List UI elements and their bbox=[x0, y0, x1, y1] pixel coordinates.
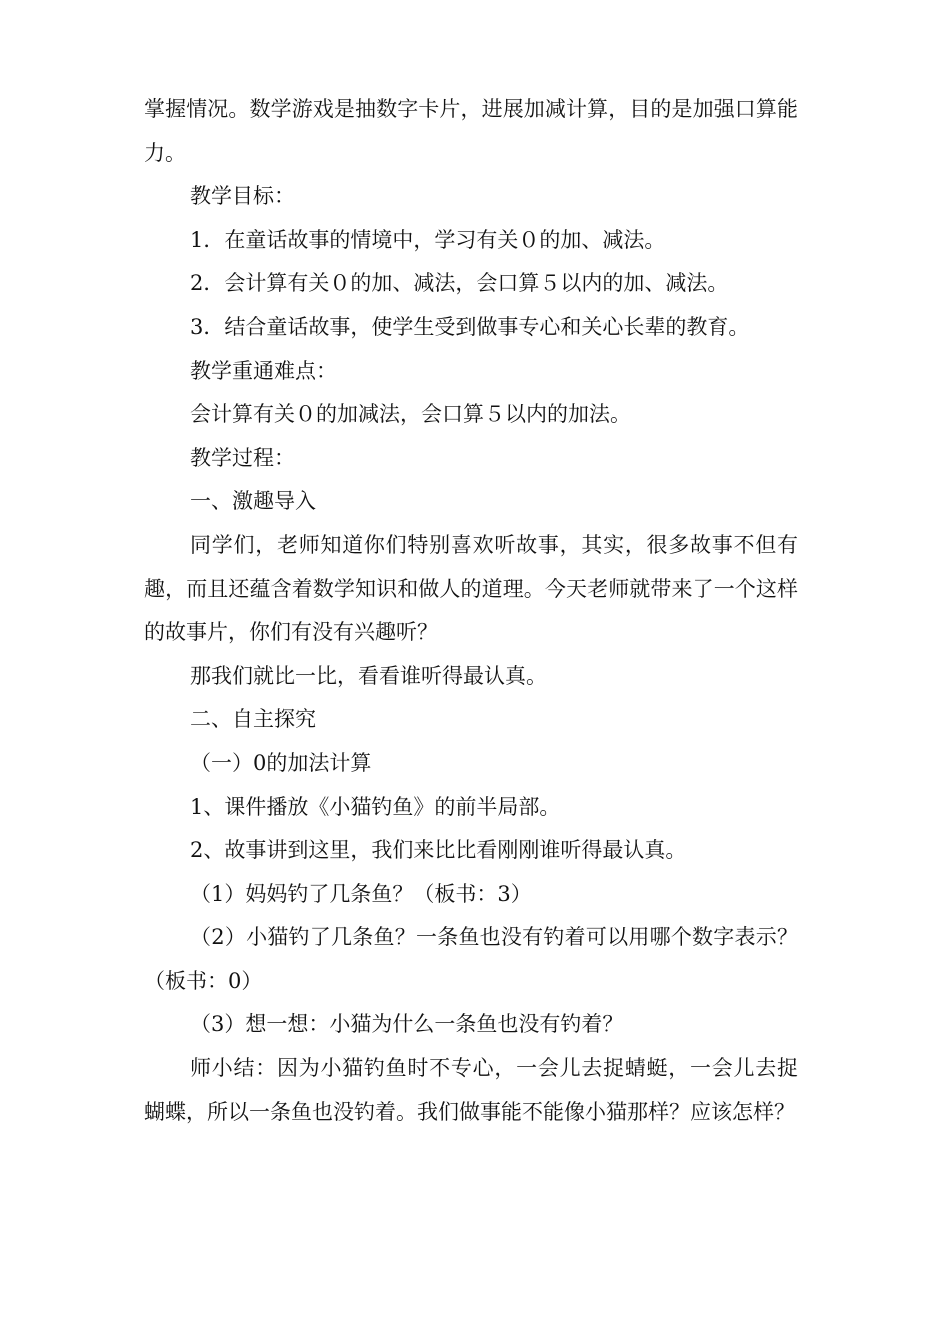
goal-item-3: 3．结合童话故事，使学生受到做事专心和关心长辈的教育。 bbox=[190, 314, 750, 339]
step-item-2: 2、故事讲到这里，我们来比比看刚刚谁听得最认真。 bbox=[190, 838, 687, 863]
goal-item-1: 1．在童话故事的情境中，学习有关０的加、减法。 bbox=[190, 227, 666, 252]
question-item-1: （1）妈妈钓了几条鱼？（板书：3） bbox=[190, 881, 532, 906]
question-item-2: （2）小猫钓了几条鱼？一条鱼也没有钓着可以用哪个数字表示？（板书：0） bbox=[144, 925, 798, 993]
section-heading-1: 一、激趣导入 bbox=[190, 489, 316, 514]
paragraph-compare: 那我们就比一比，看看谁听得最认真。 bbox=[190, 663, 547, 688]
key-points-text: 会计算有关０的加减法，会口算５以内的加法。 bbox=[190, 402, 631, 427]
paragraph-continuation: 掌握情况。数学游戏是抽数字卡片，进展加减计算，目的是加强口算能力。 bbox=[144, 97, 798, 165]
question-item-3: （3）想一想：小猫为什么一条鱼也没有钓着？ bbox=[190, 1012, 624, 1037]
subsection-heading-1: （一）0的加法计算 bbox=[190, 750, 372, 775]
teacher-summary: 师小结：因为小猫钓鱼时不专心，一会儿去捉蜻蜓，一会儿去捉蝴蝶，所以一条鱼也没钓着。我们做事能不能像小猫那样？应该怎样？ bbox=[144, 1056, 798, 1124]
heading-teaching-goals: 教学目标： bbox=[190, 184, 295, 209]
heading-teaching-process: 教学过程： bbox=[190, 445, 295, 470]
section-heading-2: 二、自主探究 bbox=[190, 707, 316, 732]
heading-key-points: 教学重通难点： bbox=[190, 358, 337, 383]
document-body bbox=[144, 88, 798, 1134]
goal-item-2: 2．会计算有关０的加、减法，会口算５以内的加、减法。 bbox=[190, 271, 729, 296]
step-item-1: 1、课件播放《小猫钓鱼》的前半局部。 bbox=[190, 794, 561, 819]
paragraph-intro: 同学们，老师知道你们特别喜欢听故事，其实，很多故事不但有趣，而且还蕴含着数学知识和做人的道理。今天老师就带来了一个这样的故事片，你们有没有兴趣听？ bbox=[144, 532, 798, 645]
